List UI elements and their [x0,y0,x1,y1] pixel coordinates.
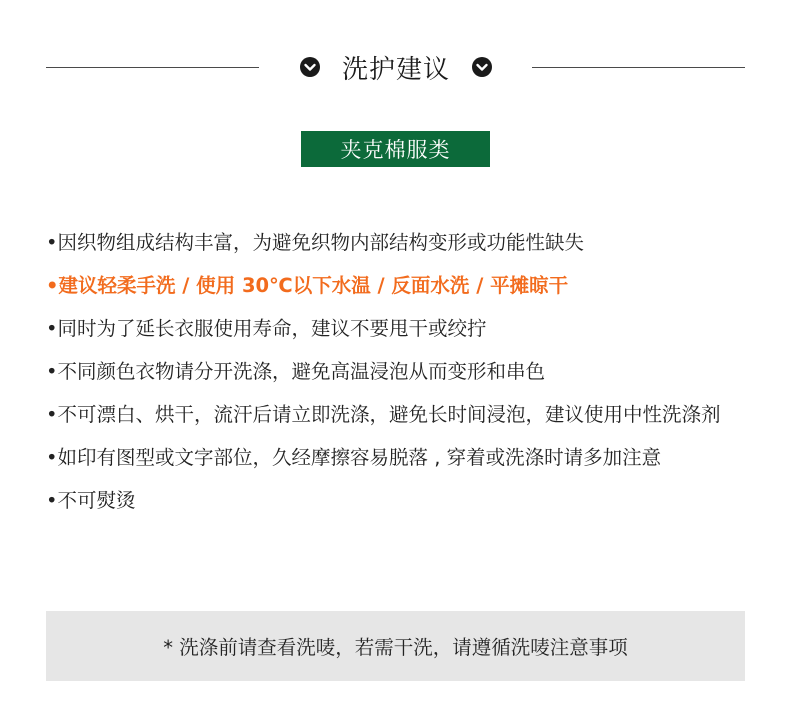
list-bullet: • [46,403,58,426]
list-bullet: • [46,231,58,254]
list-item [46,221,746,264]
header-divider-left [46,67,259,68]
list-item [46,307,746,350]
list-item-text: 建议轻柔手洗 / 使用 30℃以下水温 / 反面水洗 / 平摊晾干 [58,274,569,297]
list-item-text: 因织物组成结构丰富，为避免织物内部结构变形或功能性缺失 [57,231,585,254]
header-title-group [300,46,492,88]
list-item-text: 不同颜色衣物请分开洗涤，避免高温浸泡从而变形和串色 [57,360,546,383]
dry-clean-note: * 洗涤前请查看洗唛，若需干洗，请遵循洗唛注意事项 [46,611,745,681]
list-bullet: • [46,489,58,512]
list-item-text: 不可熨烫 [57,489,136,512]
header-divider-right [532,67,745,68]
list-item-text: 不可漂白、烘干，流汗后请立即洗涤，避免长时间浸泡，建议使用中性洗涤剂 [57,403,721,426]
section-header [0,46,790,88]
list-item [46,350,746,393]
list-bullet: • [46,274,59,297]
list-item-text: 如印有图型或文字部位，久经摩擦容易脱落 , 穿着或洗涤时请多加注意 [57,446,662,469]
list-item [46,436,746,479]
list-item [46,393,746,436]
care-tips-list [46,221,746,522]
list-bullet: • [46,317,58,340]
chevron-down-circle-icon [300,57,320,77]
page-title: 洗护建议 [341,54,450,85]
list-item-highlight [46,264,746,307]
category-badge: 夹克棉服类 [301,131,490,167]
list-item [46,479,746,522]
list-bullet: • [46,446,58,469]
list-item-text: 同时为了延长衣服使用寿命，建议不要甩干或绞拧 [57,317,487,340]
chevron-down-circle-icon [472,57,492,77]
list-bullet: • [46,360,58,383]
